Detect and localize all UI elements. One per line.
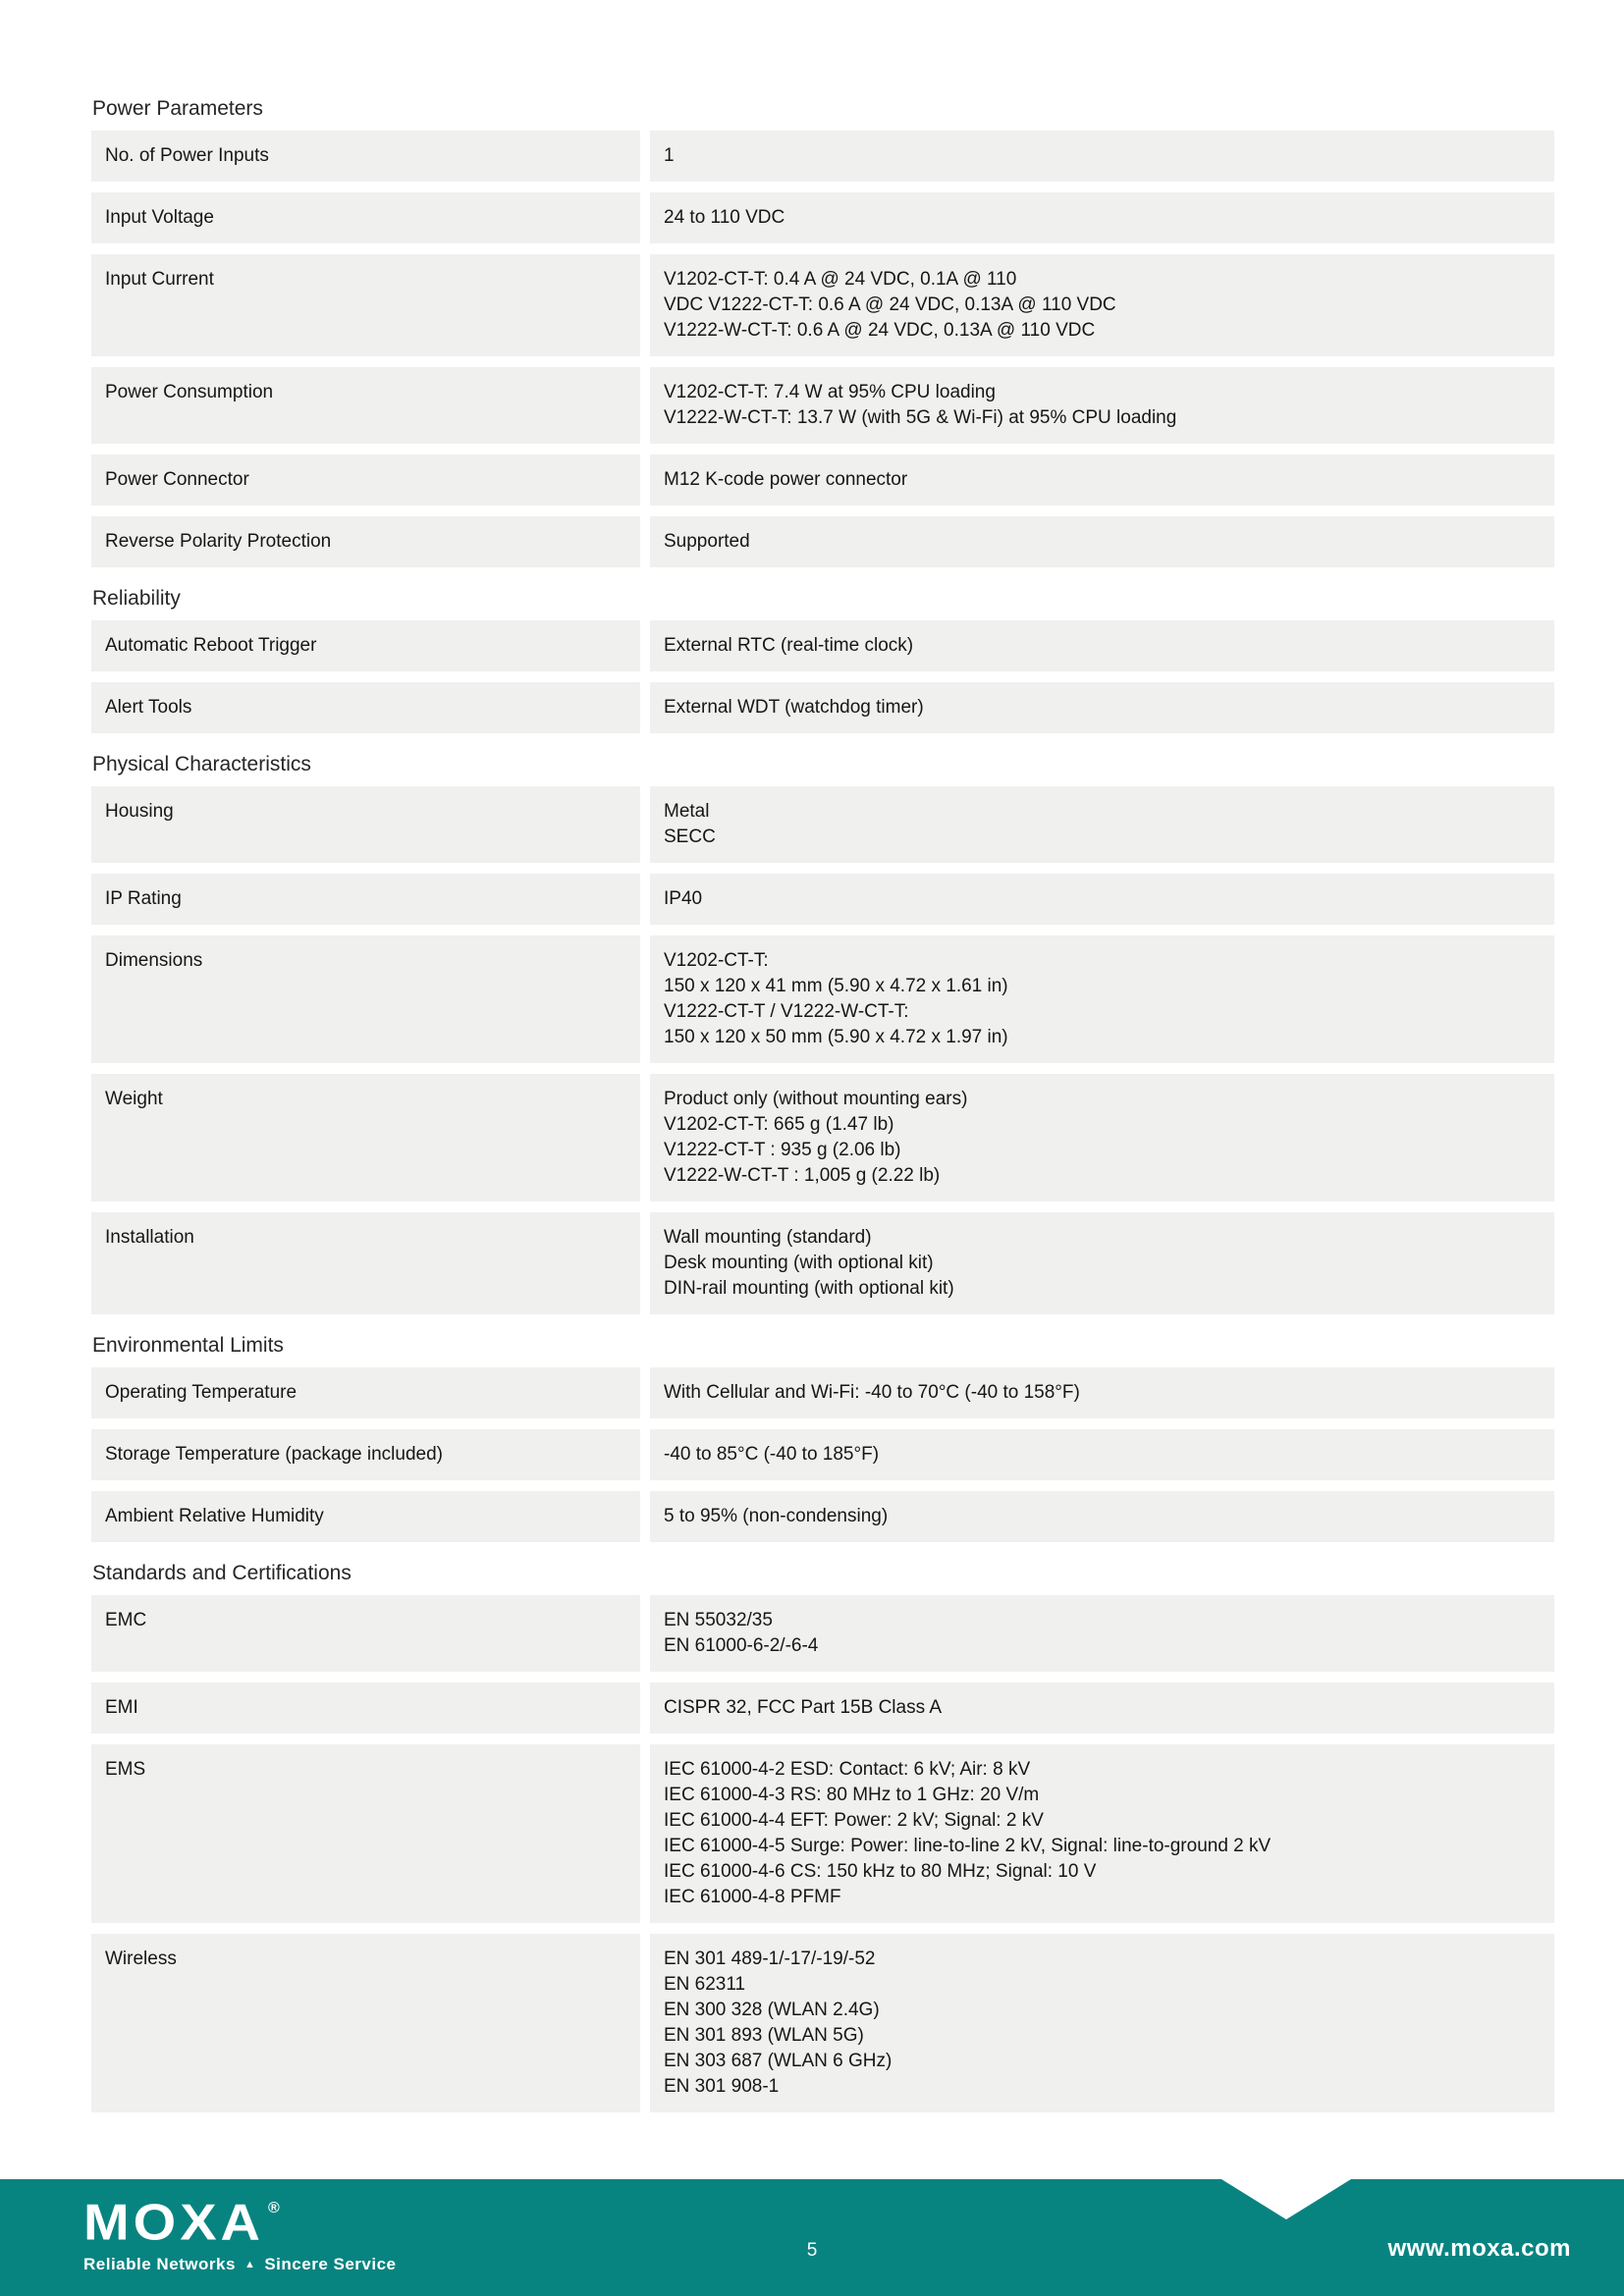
value-line: External WDT (watchdog timer) [664, 697, 924, 718]
value-line: IEC 61000-4-8 PFMF [664, 1887, 841, 1907]
table-row [91, 1212, 1554, 1314]
row-value [650, 131, 1554, 182]
row-value [650, 786, 1554, 863]
spec-section [91, 1562, 1554, 2112]
value-line: IEC 61000-4-6 CS: 150 kHz to 80 MHz; Signal: 10 V [664, 1861, 1097, 1882]
table-row [91, 682, 1554, 733]
row-label: Automatic Reboot Trigger [91, 620, 640, 671]
table-row [91, 254, 1554, 356]
row-value [650, 1682, 1554, 1734]
row-value [650, 1212, 1554, 1314]
row-value [650, 1074, 1554, 1201]
row-value [650, 1429, 1554, 1480]
row-label: Ambient Relative Humidity [91, 1491, 640, 1542]
moxa-logo-text: MOXA [83, 2193, 264, 2251]
section-title: Environmental Limits [92, 1334, 284, 1357]
row-label: EMS [91, 1744, 640, 1923]
row-label: EMC [91, 1595, 640, 1672]
row-value [650, 874, 1554, 925]
table-row [91, 454, 1554, 506]
row-label: Wireless [91, 1934, 640, 2112]
row-value [650, 682, 1554, 733]
section-rows [91, 620, 1554, 733]
value-line: V1202-CT-T: 0.4 A @ 24 VDC, 0.1A @ 110 [664, 269, 1017, 290]
website-link[interactable]: www.moxa.com [1387, 2235, 1571, 2262]
tagline-right: Sincere Service [264, 2255, 397, 2273]
table-row [91, 1367, 1554, 1418]
row-value [650, 1595, 1554, 1672]
row-value [650, 454, 1554, 506]
value-line: V1222-W-CT-T: 0.6 A @ 24 VDC, 0.13A @ 110 VDC [664, 320, 1096, 341]
table-row [91, 367, 1554, 444]
value-line: 150 x 120 x 41 mm (5.90 x 4.72 x 1.61 in) [664, 976, 1008, 996]
row-label: EMI [91, 1682, 640, 1734]
section-title: Standards and Certifications [92, 1562, 352, 1584]
table-row [91, 1595, 1554, 1672]
value-line: IEC 61000-4-5 Surge: Power: line-to-line 2 kV, Signal: line-to-ground 2 kV [664, 1836, 1272, 1856]
section-rows [91, 786, 1554, 1314]
value-line: V1222-W-CT-T : 1,005 g (2.22 lb) [664, 1165, 941, 1186]
row-label: Alert Tools [91, 682, 640, 733]
row-label: Power Consumption [91, 367, 640, 444]
spec-table [91, 97, 1554, 2123]
value-line: EN 300 328 (WLAN 2.4G) [664, 2000, 880, 2020]
row-value [650, 1367, 1554, 1418]
table-row [91, 192, 1554, 243]
page-number: 5 [806, 2240, 818, 2261]
value-line: CISPR 32, FCC Part 15B Class A [664, 1697, 942, 1718]
section-rows [91, 131, 1554, 567]
table-row [91, 935, 1554, 1063]
section-title: Reliability [92, 587, 181, 610]
value-line: Metal [664, 801, 710, 822]
registered-trademark-icon: ® [268, 2200, 280, 2216]
section-rows [91, 1367, 1554, 1542]
triangle-icon: ▲ [244, 2258, 256, 2270]
value-line: IP40 [664, 888, 703, 909]
row-label: Housing [91, 786, 640, 863]
table-row [91, 1744, 1554, 1923]
value-line: Desk mounting (with optional kit) [664, 1253, 934, 1273]
value-line: External RTC (real-time clock) [664, 635, 914, 656]
value-line: IEC 61000-4-2 ESD: Contact: 6 kV; Air: 8 kV [664, 1759, 1031, 1780]
table-row [91, 516, 1554, 567]
value-line: DIN-rail mounting (with optional kit) [664, 1278, 954, 1299]
value-line: SECC [664, 827, 716, 847]
table-row [91, 131, 1554, 182]
moxa-logo [83, 2193, 397, 2274]
value-line: Wall mounting (standard) [664, 1227, 872, 1248]
row-value [650, 1934, 1554, 2112]
row-label: IP Rating [91, 874, 640, 925]
row-label: No. of Power Inputs [91, 131, 640, 182]
row-value [650, 192, 1554, 243]
value-line: V1222-CT-T / V1222-W-CT-T: [664, 1001, 909, 1022]
table-row [91, 1934, 1554, 2112]
row-label: Installation [91, 1212, 640, 1314]
section-title: Power Parameters [92, 97, 263, 120]
value-line: 24 to 110 VDC [664, 207, 785, 228]
value-line: V1222-W-CT-T: 13.7 W (with 5G & Wi-Fi) at 95% CPU loading [664, 407, 1177, 428]
row-label: Input Current [91, 254, 640, 356]
tagline-left: Reliable Networks [83, 2255, 236, 2273]
row-value [650, 516, 1554, 567]
table-row [91, 620, 1554, 671]
value-line: 1 [664, 145, 675, 166]
row-label: Operating Temperature [91, 1367, 640, 1418]
value-line: IEC 61000-4-4 EFT: Power: 2 kV; Signal: 2 kV [664, 1810, 1044, 1831]
spec-section [91, 97, 1554, 567]
value-line: EN 301 908-1 [664, 2076, 780, 2097]
value-line: IEC 61000-4-3 RS: 80 MHz to 1 GHz: 20 V/m [664, 1785, 1040, 1805]
table-row [91, 786, 1554, 863]
spec-section [91, 1334, 1554, 1542]
value-line: EN 62311 [664, 1974, 746, 1995]
value-line: EN 301 893 (WLAN 5G) [664, 2025, 864, 2046]
table-row [91, 1491, 1554, 1542]
value-line: M12 K-code power connector [664, 469, 908, 490]
value-line: Product only (without mounting ears) [664, 1089, 968, 1109]
row-value [650, 1491, 1554, 1542]
table-row [91, 1429, 1554, 1480]
table-row [91, 1074, 1554, 1201]
table-row [91, 1682, 1554, 1734]
spec-section [91, 587, 1554, 733]
moxa-tagline [83, 2255, 397, 2274]
value-line: V1202-CT-T: 665 g (1.47 lb) [664, 1114, 894, 1135]
row-value [650, 254, 1554, 356]
row-label: Reverse Polarity Protection [91, 516, 640, 567]
value-line: -40 to 85°C (-40 to 185°F) [664, 1444, 880, 1465]
spec-section [91, 753, 1554, 1314]
value-line: VDC V1222-CT-T: 0.6 A @ 24 VDC, 0.13A @ 110 VDC [664, 294, 1116, 315]
value-line: 150 x 120 x 50 mm (5.90 x 4.72 x 1.97 in) [664, 1027, 1008, 1047]
row-label: Weight [91, 1074, 640, 1201]
row-label: Dimensions [91, 935, 640, 1063]
value-line: With Cellular and Wi-Fi: -40 to 70°C (-40 to 158°F) [664, 1382, 1080, 1403]
row-label: Storage Temperature (package included) [91, 1429, 640, 1480]
footer-band [0, 2179, 1624, 2296]
section-title: Physical Characteristics [92, 753, 311, 775]
row-label: Power Connector [91, 454, 640, 506]
value-line: 5 to 95% (non-condensing) [664, 1506, 889, 1526]
row-value [650, 367, 1554, 444]
row-label: Input Voltage [91, 192, 640, 243]
row-value [650, 1744, 1554, 1923]
value-line: EN 61000-6-2/-6-4 [664, 1635, 819, 1656]
value-line: EN 303 687 (WLAN 6 GHz) [664, 2051, 893, 2071]
row-value [650, 620, 1554, 671]
table-row [91, 874, 1554, 925]
value-line: V1222-CT-T : 935 g (2.06 lb) [664, 1140, 901, 1160]
row-value [650, 935, 1554, 1063]
value-line: V1202-CT-T: 7.4 W at 95% CPU loading [664, 382, 996, 402]
footer-notch-decoration [1221, 2179, 1351, 2219]
value-line: V1202-CT-T: [664, 950, 769, 971]
value-line: Supported [664, 531, 750, 552]
section-rows [91, 1595, 1554, 2112]
value-line: EN 55032/35 [664, 1610, 773, 1630]
value-line: EN 301 489-1/-17/-19/-52 [664, 1949, 876, 1969]
